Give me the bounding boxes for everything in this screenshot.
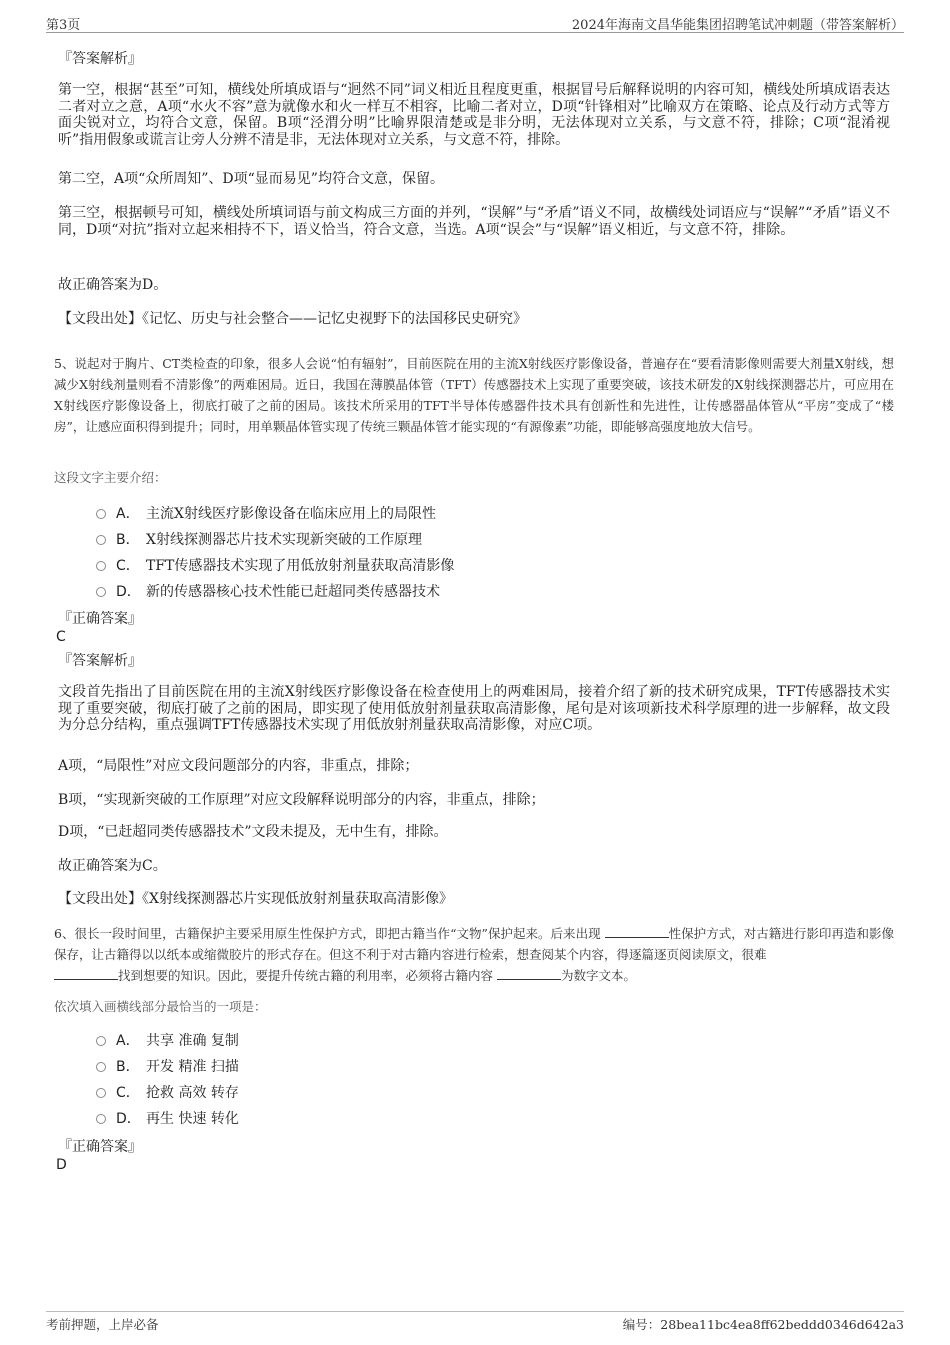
fill-blank bbox=[605, 925, 669, 938]
option-letter: B． bbox=[116, 1059, 140, 1075]
document-title: 2024年海南文昌华能集团招聘笔试冲刺题（带答案解析） bbox=[571, 18, 904, 33]
footer-slogan: 考前押题，上岸必备 bbox=[46, 1317, 159, 1332]
q4-source: 【文段出处】《记忆、历史与社会整合——记忆史视野下的法国移民史研究》 bbox=[58, 311, 527, 327]
radio-icon[interactable] bbox=[96, 587, 106, 597]
q6-stem-part4: 为数字文本。 bbox=[561, 968, 637, 983]
q5-analysis-para3: B项，“实现新突破的工作原理”对应文段解释说明部分的内容，非重点，排除； bbox=[58, 792, 545, 808]
fill-blank bbox=[54, 967, 118, 980]
q5-option-b[interactable] bbox=[96, 529, 422, 549]
q5-analysis-label: 『答案解析』 bbox=[58, 653, 142, 669]
option-letter: A． bbox=[116, 1033, 140, 1049]
q5-analysis-para1: 文段首先指出了目前医院在用的主流X射线医疗影像设备在检查使用上的两难困局，接着介绍了新的技术研究成果，TFT传感器技术实现了重要突破，彻底打破了之前的困局，即实现了使用低放射剂量获取高清影像，尾句是对该项新技术科学原理的进一步解释，故文段为分总分结构，重点强调TFT传感器技术实现了用低放射剂量获取高清影像，对应C项。 bbox=[58, 684, 890, 733]
q6-prompt: 依次填入画横线部分最恰当的一项是： bbox=[54, 999, 267, 1014]
q6-stem-part1: 6、很长一段时间里，古籍保护主要采用原生性保护方式，即把古籍当作“文物”保护起来。后来出现 bbox=[54, 926, 601, 941]
option-text: 主流X射线医疗影像设备在临床应用上的局限性 bbox=[146, 506, 436, 522]
option-text: 共享 准确 复制 bbox=[146, 1033, 239, 1049]
option-letter: C． bbox=[116, 1085, 140, 1101]
radio-icon[interactable] bbox=[96, 1036, 106, 1046]
q5-option-a[interactable] bbox=[96, 503, 436, 523]
q4-analysis-para2: 第二空，A项“众所周知”、D项“显而易见”均符合文意，保留。 bbox=[58, 171, 444, 187]
option-text: 新的传感器核心技术性能已赶超同类传感器技术 bbox=[146, 584, 440, 600]
page-number: 第3页 bbox=[46, 18, 81, 33]
option-letter: D． bbox=[116, 1111, 141, 1127]
q4-analysis-para3: 第三空，根据顿号可知，横线处所填词语与前文构成三方面的并列，“误解”与“矛盾”语义不同，故横线处词语应与“误解”“矛盾”语义不同，D项“对抗”指对立起来相持不下，语义恰当，符合文意，当选。A项“误会”与“误解”语义相近，与文意不符，排除。 bbox=[58, 205, 890, 238]
page-footer bbox=[46, 1311, 904, 1334]
option-letter: A． bbox=[116, 506, 140, 522]
q6-stem-part2: 性保护方式，对古籍进行影印再造和影像保存，让古籍得以以纸本或缩微胶片的形式存在。但这不利于对古籍内容进行检索，想查阅某个内容，得逐篇逐页阅读原文，很难 bbox=[54, 926, 894, 962]
q6-answer-label: 『正确答案』 bbox=[58, 1139, 142, 1155]
q4-analysis-label: 『答案解析』 bbox=[58, 51, 142, 67]
q5-stem: 5、说起对于胸片、CT类检查的印象，很多人会说“怕有辐射”，目前医院在用的主流X射线医疗影像设备，普遍存在“要看清影像则需要大剂量X射线，想减少X射线剂量则看不清影像”的两难困局。近日，我国在薄膜晶体管（TFT）传感器技术上实现了重要突破，该技术研发的X射线探测器芯片，可应用在X射线医疗影像设备上，彻底打破了之前的困局。该技术所采用的TFT半导体传感器件技术具有创新性和先进性，让传感器晶体管从“平房”变成了“楼房”，让感应面积得到提升；同时，用单颗晶体管实现了传统三颗晶体管才能实现的“有源像素”功能，即能够高强度地放大信号。 bbox=[54, 356, 894, 434]
q5-source: 【文段出处】《X射线探测器芯片实现低放射剂量获取高清影像》 bbox=[58, 891, 453, 907]
option-text: TFT传感器技术实现了用低放射剂量获取高清影像 bbox=[146, 558, 455, 574]
q5-answer-label: 『正确答案』 bbox=[58, 611, 142, 627]
radio-icon[interactable] bbox=[96, 535, 106, 545]
q6-option-a[interactable] bbox=[96, 1030, 239, 1050]
q6-stem bbox=[54, 923, 894, 986]
option-letter: D． bbox=[116, 584, 141, 600]
document-id: 编号：28bea11bc4ea8ff62beddd0346d642a3 bbox=[622, 1317, 904, 1332]
option-letter: C． bbox=[116, 558, 140, 574]
option-text: X射线探测器芯片技术实现新突破的工作原理 bbox=[146, 532, 422, 548]
q5-option-c[interactable] bbox=[96, 555, 454, 575]
q5-conclusion: 故正确答案为C。 bbox=[58, 858, 167, 874]
q6-option-d[interactable] bbox=[96, 1108, 239, 1128]
fill-blank bbox=[497, 967, 561, 980]
q5-analysis-para2: A项，“局限性”对应文段问题部分的内容，非重点，排除； bbox=[58, 758, 419, 774]
radio-icon[interactable] bbox=[96, 1114, 106, 1124]
radio-icon[interactable] bbox=[96, 509, 106, 519]
q6-answer: D bbox=[56, 1157, 67, 1173]
option-text: 开发 精准 扫描 bbox=[146, 1059, 239, 1075]
q6-stem-part3: 找到想要的知识。因此，要提升传统古籍的利用率，必须将古籍内容 bbox=[118, 968, 494, 983]
option-text: 再生 快速 转化 bbox=[146, 1111, 239, 1127]
option-text: 抢救 高效 转存 bbox=[146, 1085, 239, 1101]
q5-analysis-para4: D项，“已赶超同类传感器技术”文段未提及，无中生有，排除。 bbox=[58, 824, 448, 840]
radio-icon[interactable] bbox=[96, 1088, 106, 1098]
page-header bbox=[46, 12, 904, 33]
q5-answer: C bbox=[56, 629, 66, 645]
q5-option-d[interactable] bbox=[96, 581, 440, 601]
q5-prompt: 这段文字主要介绍： bbox=[54, 470, 167, 485]
q6-option-b[interactable] bbox=[96, 1056, 239, 1076]
q6-option-c[interactable] bbox=[96, 1082, 239, 1102]
q4-conclusion: 故正确答案为D。 bbox=[58, 277, 168, 293]
q4-analysis-para1: 第一空，根据“甚至”可知，横线处所填成语与“迥然不同”词义相近且程度更重，根据冒号后解释说明的内容可知，横线处所填成语表达二者对立之意，A项“水火不容”意为就像水和火一样互不相容，比喻二者对立，D项“针锋相对”比喻双方在策略、论点及行动方式等方面尖锐对立，均符合文意，保留。B项“泾渭分明”比喻界限清楚或是非分明，无法体现对立关系，与文意不符，排除；C项“混淆视听”指用假象或谎言让旁人分辨不清是非，无法体现对立关系，与文意不符，排除。 bbox=[58, 82, 890, 148]
radio-icon[interactable] bbox=[96, 561, 106, 571]
radio-icon[interactable] bbox=[96, 1062, 106, 1072]
option-letter: B． bbox=[116, 532, 140, 548]
